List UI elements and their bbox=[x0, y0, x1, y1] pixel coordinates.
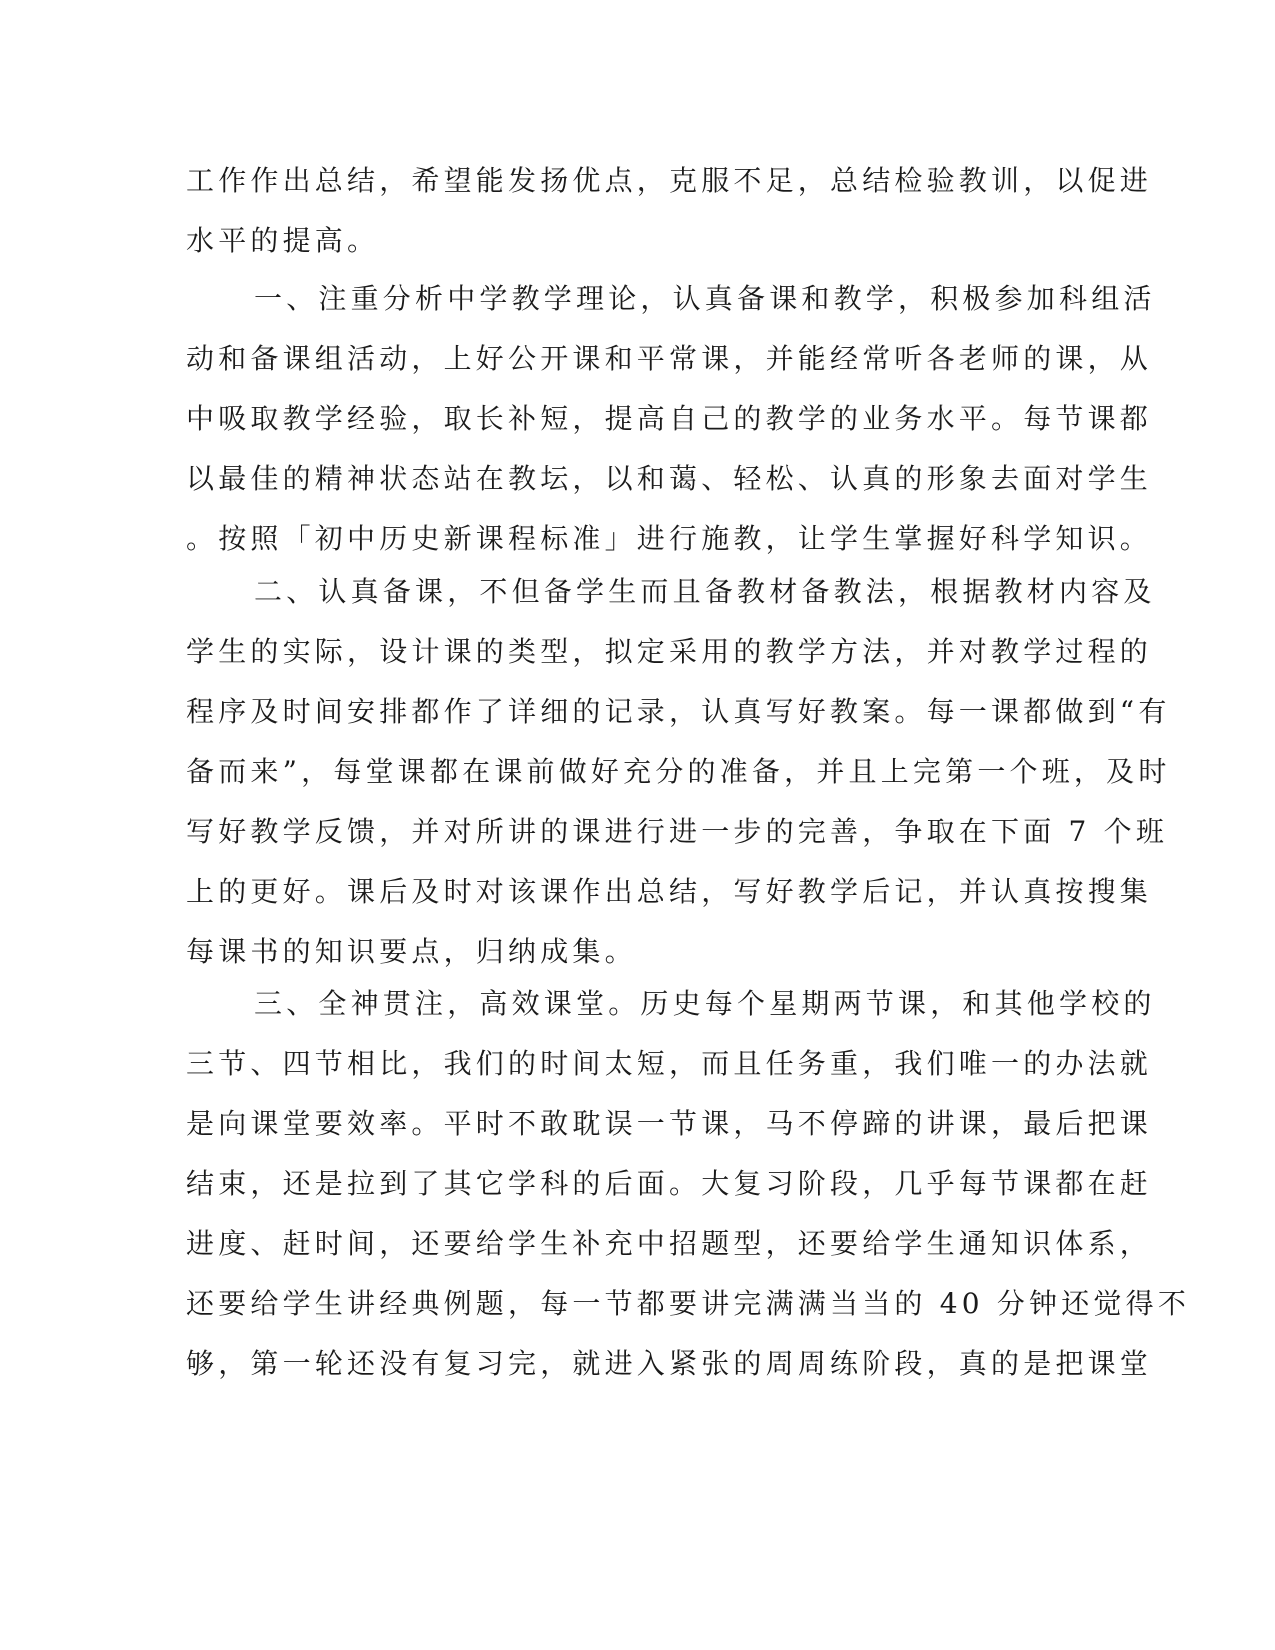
text-line: 每课书的知识要点，归纳成集。 bbox=[186, 935, 637, 968]
text-line: 够，第一轮还没有复习完，就进入紧张的周周练阶段，真的是把课堂 bbox=[186, 1347, 1153, 1380]
text-line: 三、全神贯注，高效课堂。历史每个星期两节课，和其他学校的 bbox=[254, 987, 1156, 1020]
text-line: 写好教学反馈，并对所讲的课进行进一步的完善，争取在下面 7 个班 bbox=[186, 815, 1169, 848]
text-line: 一、注重分析中学教学理论，认真备课和教学，积极参加科组活 bbox=[254, 282, 1156, 315]
paragraph-three bbox=[186, 974, 1191, 1394]
text-line: 学生的实际，设计课的类型，拟定采用的教学方法，并对教学过程的 bbox=[186, 635, 1153, 668]
text-line: 水平的提高。 bbox=[186, 224, 380, 257]
text-line: 程序及时间安排都作了详细的记录，认真写好教案。每一课都做到“有 bbox=[186, 695, 1171, 728]
text-line: 还要给学生讲经典例题，每一节都要讲完满满当当的 40 分钟还觉得不 bbox=[186, 1287, 1191, 1320]
text-line: 动和备课组活动，上好公开课和平常课，并能经常听各老师的课，从 bbox=[186, 342, 1153, 375]
text-line: 工作作出总结，希望能发扬优点，克服不足，总结检验教训，以促进 bbox=[186, 164, 1153, 197]
paragraph-intro-continuation bbox=[186, 151, 1153, 271]
paragraph-one bbox=[186, 269, 1156, 569]
text-line: 。按照「初中历史新课程标准」进行施教，让学生掌握好科学知识。 bbox=[186, 522, 1153, 555]
text-line: 结束，还是拉到了其它学科的后面。大复习阶段，几乎每节课都在赶 bbox=[186, 1167, 1153, 1200]
text-line: 是向课堂要效率。平时不敢耽误一节课，马不停蹄的讲课，最后把课 bbox=[186, 1107, 1153, 1140]
text-line: 上的更好。课后及时对该课作出总结，写好教学后记，并认真按搜集 bbox=[186, 875, 1153, 908]
text-line: 二、认真备课，不但备学生而且备教材备教法，根据教材内容及 bbox=[254, 575, 1156, 608]
text-line: 以最佳的精神状态站在教坛，以和蔼、轻松、认真的形象去面对学生 bbox=[186, 462, 1153, 495]
text-line: 中吸取教学经验，取长补短，提高自己的教学的业务水平。每节课都 bbox=[186, 402, 1153, 435]
paragraph-two bbox=[186, 562, 1171, 982]
text-line: 进度、赶时间，还要给学生补充中招题型，还要给学生通知识体系， bbox=[186, 1227, 1153, 1260]
text-line: 备而来”，每堂课都在课前做好充分的准备，并且上完第一个班，及时 bbox=[186, 755, 1171, 788]
text-line: 三节、四节相比，我们的时间太短，而且任务重，我们唯一的办法就 bbox=[186, 1047, 1153, 1080]
